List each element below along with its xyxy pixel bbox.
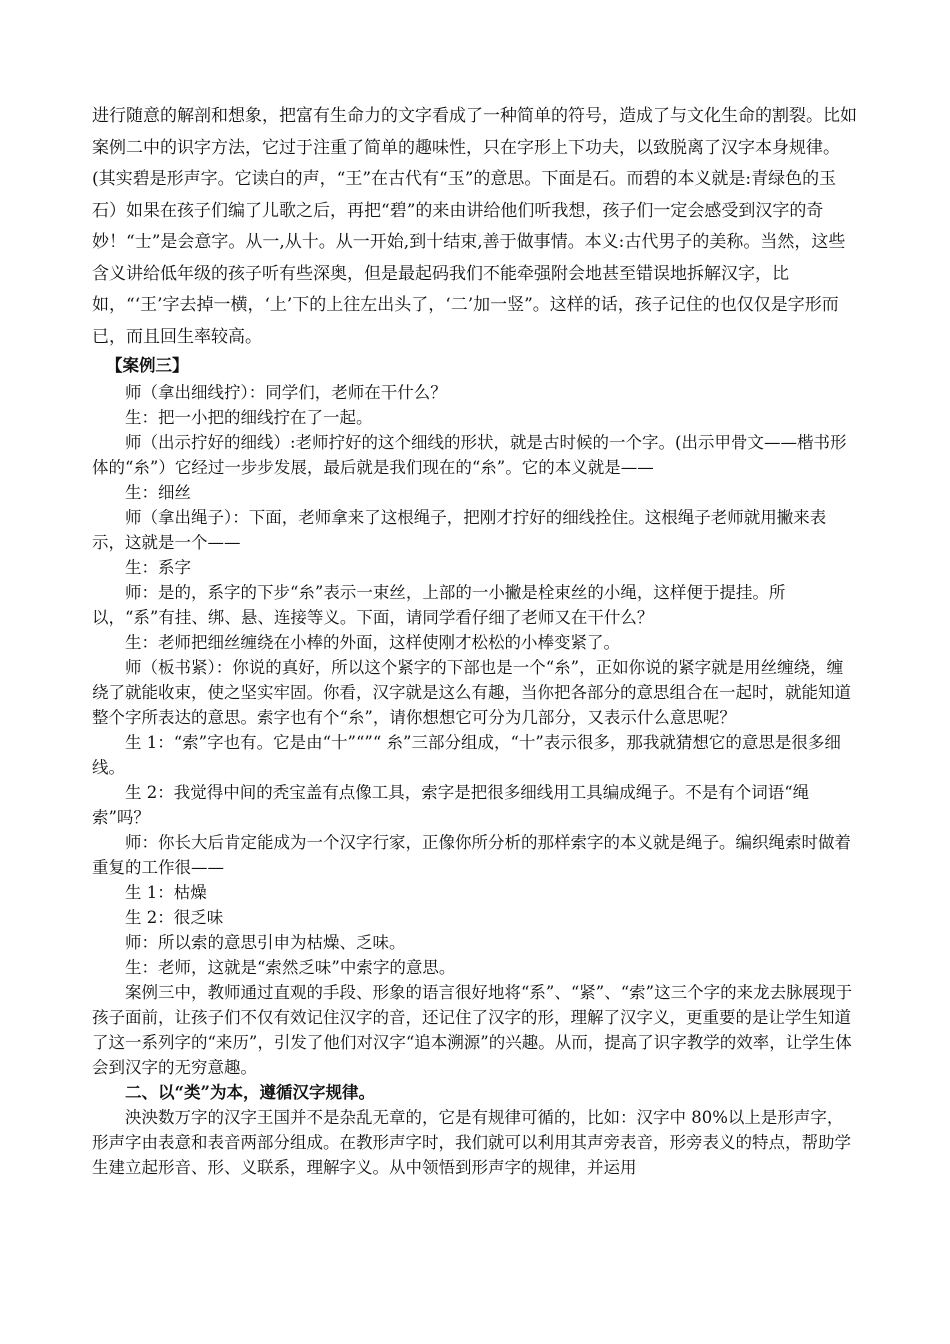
section2-heading: 二、以“类”为本，遵循汉字规律。: [125, 1083, 375, 1102]
dialogue-line: 师（出示拧好的细线）:老师拧好的这个细线的形状，就是古时候的一个字。(出示甲骨文——楷书形体的“糸”）它经过一步步发展，最后就是我们现在的“糸”。它的本义就是——: [92, 433, 847, 477]
dialogue-line: 师（拿出绳子）：下面，老师拿来了这根绳子，把刚才拧好的细线拴住。这根绳子老师就用撇来表示，这就是一个——: [92, 508, 827, 552]
dialogue-line: 生：老师把细丝缠绕在小棒的外面，这样使刚才松松的小棒变紧了。: [125, 633, 620, 652]
dialogue-line: 生：老师，这就是“索然乏味”中索字的意思。: [125, 958, 456, 977]
case3-summary: 案例三中，教师通过直观的手段、形象的语言很好地将“系”、“紧”、“索”这三个字的来龙去脉展现于孩子面前，让孩子们不仅有效记住汉字的音，还记住了汉字的形，理解了汉字义，更重要的是让学生知道了这一系列字的“来历”，引发了他们对汉字“追本溯源”的兴趣。从而，提高了识字教学的效率，让学生体会到汉字的无穷意趣。: [92, 983, 853, 1077]
dialogue-line: 生 2：我觉得中间的秃宝盖有点像工具，索字是把很多细线用工具编成绳子。不是有个词语“绳索”吗？: [92, 783, 810, 827]
dialogue-line: 生：系字: [125, 558, 191, 577]
dialogue-line: 师：所以索的意思引申为枯燥、乏味。: [125, 933, 406, 952]
dialogue-line: 师：你长大后肯定能成为一个汉字行家，正像你所分析的那样索字的本义就是绳子。编织绳索时做着重复的工作很——: [92, 833, 851, 877]
section2-paragraph: 泱泱数万字的汉字王国并不是杂乱无章的，它是有规律可循的，比如：汉字中 80%以上是形声字，形声字由表意和表音两部分组成。在教形声字时，我们就可以利用其声旁表音，形旁表义的特点，帮助学生建立起形音、形、义联系，理解字义。从中领悟到形声字的规律，并运用: [92, 1108, 851, 1177]
dialogue-line: 生 1：枯燥: [125, 883, 207, 902]
dialogue-line: 生：细丝: [125, 483, 191, 502]
dialogue-line: 生 2：很乏味: [125, 908, 224, 927]
dialogue-line: 生 1：“索”字也有。它是由“十”“”“ 糸”三部分组成，“十”表示很多，那我就猜想它的意思是很多细线。: [92, 733, 841, 777]
case3-dialogue: [92, 380, 858, 1180]
case3-heading: 【案例三】: [106, 356, 189, 375]
dialogue-line: 生：把一小把的细线拧在了一起。: [125, 408, 373, 427]
intro-paragraph: 进行随意的解剖和想象，把富有生命力的文字看成了一种简单的符号，造成了与文化生命的割裂。比如案例二中的识字方法，它过于注重了简单的趣味性，只在字形上下功夫，以致脱离了汉字本身规律。(其实碧是形声字。它读白的声，“王”在古代有“玉”的意思。下面是石。而碧的本义就是:青绿色的玉石）如果在孩子们编了儿歌之后，再把“碧”的来由讲给他们听我想，孩子们一定会感受到汉字的奇妙！“士”是会意字。从一,从十。从一开始,到十结束,善于做事情。本义:古代男子的美称。当然，这些含义讲给低年级的孩子听有些深奥，但是最起码我们不能牵强附会地甚至错误地拆解汉字，比如，“‘王’字去掉一横，‘上’下的上往左出头了，‘二’加一竖”。这样的话，孩子记住的也仅仅是字形而已，而且回生率较高。: [92, 106, 857, 347]
dialogue-line: 师：是的，系字的下步“糸”表示一束丝，上部的一小撇是栓束丝的小绳，这样便于提挂。所以，“系”有挂、绑、悬、连接等义。下面，请同学看仔细了老师又在干什么？: [92, 583, 786, 627]
dialogue-line: 师（板书紧）：你说的真好，所以这个紧字的下部也是一个“糸”，正如你说的紧字就是用丝缠绕，缠绕了就能收束，使之坚实牢固。你看，汉字就是这么有趣，当你把各部分的意思组合在一起时，就能知道整个字所表达的意思。索字也有个“糸”，请你想想它可分为几部分，又表示什么意思呢？: [92, 658, 851, 727]
dialogue-line: 师（拿出细线拧）：同学们，老师在干什么？: [125, 383, 447, 402]
